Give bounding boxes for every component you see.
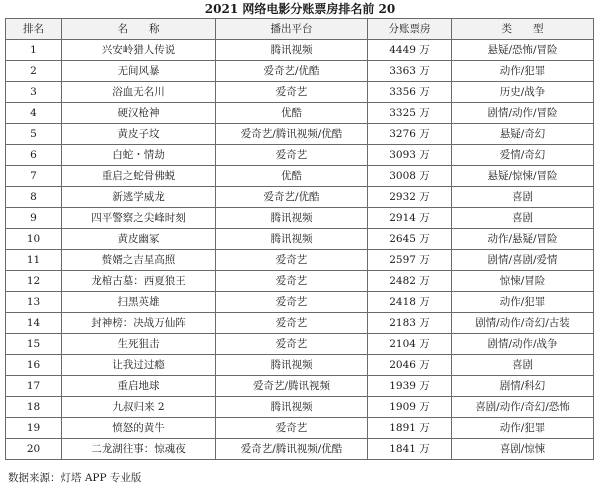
rank-cell: 13 <box>6 292 62 313</box>
rank-cell: 16 <box>6 355 62 376</box>
platform-cell: 爱奇艺 <box>216 271 368 292</box>
box-office-cell: 2046 万 <box>368 355 452 376</box>
genre-cell: 悬疑/恐怖/冒险 <box>452 40 594 61</box>
platform-cell: 爱奇艺/腾讯视频/优酷 <box>216 439 368 460</box>
genre-cell: 动作/犯罪 <box>452 418 594 439</box>
platform-cell: 腾讯视频 <box>216 208 368 229</box>
platform-cell: 腾讯视频 <box>216 397 368 418</box>
rank-cell: 10 <box>6 229 62 250</box>
name-cell: 扫黑英雄 <box>62 292 216 313</box>
table-row <box>6 40 594 61</box>
name-cell: 龙棺古墓：西夏狼王 <box>62 271 216 292</box>
table-row <box>6 187 594 208</box>
platform-cell: 爱奇艺 <box>216 250 368 271</box>
name-cell: 让我过过瘾 <box>62 355 216 376</box>
genre-cell: 喜剧/惊悚 <box>452 439 594 460</box>
name-cell: 生死狙击 <box>62 334 216 355</box>
table-row <box>6 124 594 145</box>
rank-cell: 6 <box>6 145 62 166</box>
name-cell: 浴血无名川 <box>62 82 216 103</box>
box-office-cell: 1909 万 <box>368 397 452 418</box>
table-row <box>6 376 594 397</box>
platform-cell: 优酷 <box>216 166 368 187</box>
table-row <box>6 61 594 82</box>
rank-cell: 18 <box>6 397 62 418</box>
box-office-cell: 2183 万 <box>368 313 452 334</box>
box-office-cell: 1939 万 <box>368 376 452 397</box>
name-cell: 新逃学威龙 <box>62 187 216 208</box>
name-cell: 四平警察之尖峰时刻 <box>62 208 216 229</box>
genre-cell: 剧情/科幻 <box>452 376 594 397</box>
table-row <box>6 292 594 313</box>
genre-cell: 动作/犯罪 <box>452 292 594 313</box>
genre-cell: 剧情/动作/冒险 <box>452 103 594 124</box>
rank-cell: 15 <box>6 334 62 355</box>
name-cell: 封神榜：决战万仙阵 <box>62 313 216 334</box>
box-office-cell: 2914 万 <box>368 208 452 229</box>
table-row <box>6 313 594 334</box>
genre-cell: 悬疑/惊悚/冒险 <box>452 166 594 187</box>
platform-cell: 腾讯视频 <box>216 40 368 61</box>
platform-cell: 爱奇艺/腾讯视频/优酷 <box>216 124 368 145</box>
name-cell: 黄皮幽冢 <box>62 229 216 250</box>
rank-cell: 5 <box>6 124 62 145</box>
genre-cell: 喜剧 <box>452 187 594 208</box>
rank-cell: 14 <box>6 313 62 334</box>
box-office-cell: 2418 万 <box>368 292 452 313</box>
header-platform: 播出平台 <box>216 19 368 40</box>
platform-cell: 爱奇艺 <box>216 292 368 313</box>
rank-cell: 17 <box>6 376 62 397</box>
box-office-cell: 3276 万 <box>368 124 452 145</box>
table-row <box>6 82 594 103</box>
rank-cell: 19 <box>6 418 62 439</box>
box-office-cell: 4449 万 <box>368 40 452 61</box>
table-row <box>6 208 594 229</box>
header-box-office: 分账票房 <box>368 19 452 40</box>
header-rank: 排名 <box>6 19 62 40</box>
table-row <box>6 103 594 124</box>
box-office-cell: 2597 万 <box>368 250 452 271</box>
genre-cell: 剧情/动作/战争 <box>452 334 594 355</box>
data-source-note: 数据来源：灯塔 APP 专业版 <box>8 472 142 484</box>
rank-cell: 9 <box>6 208 62 229</box>
rank-cell: 8 <box>6 187 62 208</box>
name-cell: 兴安岭猎人传说 <box>62 40 216 61</box>
table-header-row <box>6 19 594 40</box>
platform-cell: 爱奇艺 <box>216 313 368 334</box>
rank-cell: 1 <box>6 40 62 61</box>
rank-cell: 7 <box>6 166 62 187</box>
box-office-cell: 1891 万 <box>368 418 452 439</box>
platform-cell: 腾讯视频 <box>216 229 368 250</box>
box-office-cell: 3093 万 <box>368 145 452 166</box>
name-cell: 赘婿之吉星高照 <box>62 250 216 271</box>
table-row <box>6 355 594 376</box>
name-cell: 九叔归来 2 <box>62 397 216 418</box>
box-office-cell: 2645 万 <box>368 229 452 250</box>
table-row <box>6 229 594 250</box>
rank-cell: 4 <box>6 103 62 124</box>
table-body <box>6 40 594 460</box>
box-office-cell: 1841 万 <box>368 439 452 460</box>
genre-cell: 惊悚/冒险 <box>452 271 594 292</box>
box-office-cell: 2104 万 <box>368 334 452 355</box>
genre-cell: 剧情/喜剧/爱情 <box>452 250 594 271</box>
platform-cell: 爱奇艺/优酷 <box>216 61 368 82</box>
genre-cell: 悬疑/奇幻 <box>452 124 594 145</box>
name-cell: 无间风暴 <box>62 61 216 82</box>
rank-cell: 2 <box>6 61 62 82</box>
rank-cell: 12 <box>6 271 62 292</box>
platform-cell: 爱奇艺 <box>216 334 368 355</box>
table-row <box>6 271 594 292</box>
box-office-cell: 3008 万 <box>368 166 452 187</box>
name-cell: 硬汉枪神 <box>62 103 216 124</box>
table-title: 2021 网络电影分账票房排名前 20 <box>204 2 396 16</box>
genre-cell: 动作/悬疑/冒险 <box>452 229 594 250</box>
genre-cell: 历史/战争 <box>452 82 594 103</box>
genre-cell: 喜剧 <box>452 208 594 229</box>
table-row <box>6 397 594 418</box>
table-row <box>6 250 594 271</box>
platform-cell: 爱奇艺/腾讯视频 <box>216 376 368 397</box>
table-row <box>6 145 594 166</box>
platform-cell: 爱奇艺/优酷 <box>216 187 368 208</box>
platform-cell: 爱奇艺 <box>216 82 368 103</box>
table-row <box>6 334 594 355</box>
name-cell: 愤怒的黄牛 <box>62 418 216 439</box>
name-cell: 重启地球 <box>62 376 216 397</box>
rank-cell: 11 <box>6 250 62 271</box>
name-cell: 白蛇・情劫 <box>62 145 216 166</box>
genre-cell: 剧情/动作/奇幻/古装 <box>452 313 594 334</box>
box-office-cell: 2932 万 <box>368 187 452 208</box>
table-row <box>6 418 594 439</box>
name-cell: 二龙湖往事：惊魂夜 <box>62 439 216 460</box>
box-office-cell: 3356 万 <box>368 82 452 103</box>
genre-cell: 爱情/奇幻 <box>452 145 594 166</box>
genre-cell: 喜剧 <box>452 355 594 376</box>
name-cell: 重启之蛇骨佛蜕 <box>62 166 216 187</box>
rank-cell: 3 <box>6 82 62 103</box>
platform-cell: 爱奇艺 <box>216 145 368 166</box>
name-cell: 黄皮子坟 <box>62 124 216 145</box>
box-office-cell: 3325 万 <box>368 103 452 124</box>
platform-cell: 腾讯视频 <box>216 355 368 376</box>
box-office-cell: 2482 万 <box>368 271 452 292</box>
table-row <box>6 166 594 187</box>
box-office-cell: 3363 万 <box>368 61 452 82</box>
header-name: 名 称 <box>62 19 216 40</box>
table-row <box>6 439 594 460</box>
genre-cell: 喜剧/动作/奇幻/恐怖 <box>452 397 594 418</box>
platform-cell: 爱奇艺 <box>216 418 368 439</box>
genre-cell: 动作/犯罪 <box>452 61 594 82</box>
platform-cell: 优酷 <box>216 103 368 124</box>
rank-cell: 20 <box>6 439 62 460</box>
box-office-table <box>5 18 594 460</box>
header-genre: 类 型 <box>452 19 594 40</box>
